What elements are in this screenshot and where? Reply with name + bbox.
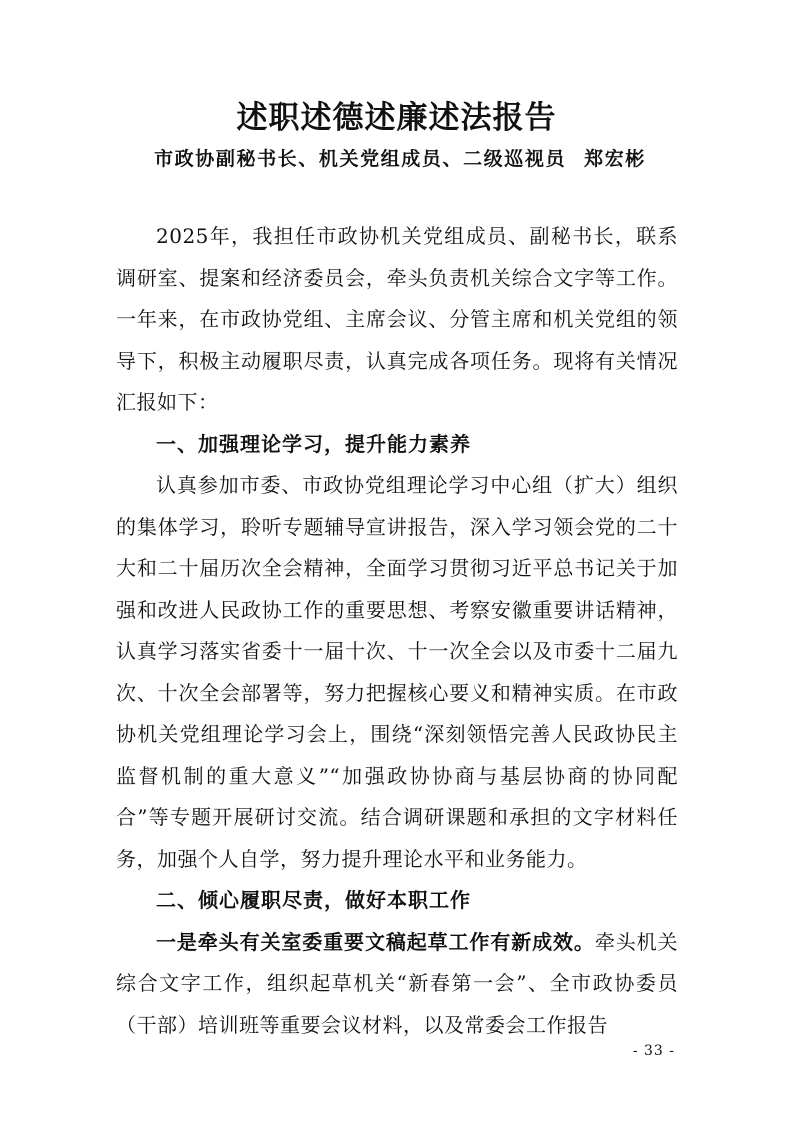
section-2-text: 牵头机关综合文字工作，组织起草机关“新春第一会”、全市政协委员（干部）培训班等重要会议材料，以及常委会工作报告: [116, 929, 679, 1037]
page-number: - 33 -: [632, 1043, 675, 1059]
author-position: 市政协副秘书长、机关党组成员、二级巡视员: [154, 148, 567, 170]
report-body: [116, 216, 678, 1046]
section-2-paragraph: [116, 922, 678, 1047]
report-title: 述职述德述廉述法报告: [236, 100, 557, 136]
intro-paragraph: 2025年，我担任市政协机关党组成员、副秘书长，联系调研室、提案和经济委员会，牵头负责机关综合文字等工作。一年来，在市政协党组、主席会议、分管主席和机关党组的领导下，积极主动履职尽责，认真完成各项任务。现将有关情况汇报如下：: [116, 224, 678, 414]
report-subtitle: [120, 144, 680, 174]
section-heading-2: 二、倾心履职尽责，做好本职工作: [156, 888, 471, 912]
section-heading-1: 一、加强理论学习，提升能力素养: [156, 431, 471, 456]
section-1-paragraph: 认真参加市委、市政协党组理论学习中心组（扩大）组织的集体学习，聆听专题辅导宣讲报告，深入学习领会党的二十大和二十届历次全会精神，全面学习贯彻习近平总书记关于加强和改进人民政协工作的重要思想、考察安徽重要讲话精神，认真学习落实省委十一届十次、十一次全会以及市委十二届九次、十次全会部署等，努力把握核心要义和精神实质。在市政协机关党组理论学习会上，围绕“深刻领悟完善人民政协民主监督机制的重大意义”“加强政协协商与基层协商的协同配合”等专题开展研讨交流。结合调研课题和承担的文字材料任务，加强个人自学，努力提升理论水平和业务能力。: [116, 473, 678, 871]
section-2-lead: 一是牵头有关室委重要文稿起草工作有新成效。: [156, 929, 595, 954]
author-name: 郑宏彬: [584, 148, 646, 170]
